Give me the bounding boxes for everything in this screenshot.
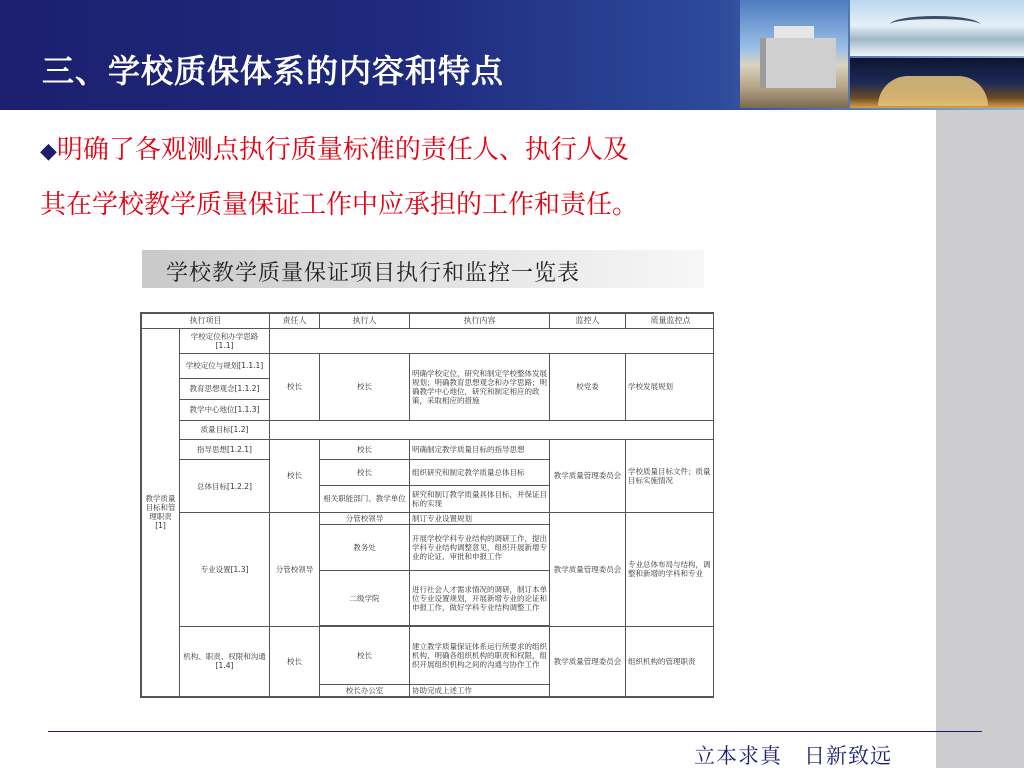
diamond-bullet-icon: ◆ <box>40 139 57 164</box>
table-cell: 机构、职责、权限和沟通[1.4] <box>180 626 270 696</box>
table-cell <box>270 328 715 353</box>
table-cell: 研究和制订教学质量具体目标，并保证目标的实现 <box>410 485 550 512</box>
footer-motto: 立本求真 日新致远 <box>694 744 892 768</box>
table-cell: 专业设置[1.3] <box>180 512 270 626</box>
table-cell: 总体目标[1.2.2] <box>180 460 270 512</box>
table-cell: 组织研究和制定教学质量总体目标 <box>410 460 550 485</box>
bullet-text-1: 明确了各观测点执行质量标准的责任人、执行人及 <box>56 135 629 165</box>
campus-photo-night <box>850 58 1024 108</box>
table-header-cell: 监控人 <box>550 314 626 329</box>
table-cell: 校党委 <box>550 353 626 420</box>
table-cell: 质量目标[1.2] <box>180 420 270 439</box>
table-cell: 制订专业设置规划 <box>410 512 550 525</box>
table-header-cell: 质量监控点 <box>626 314 715 329</box>
table-header-cell: 执行人 <box>320 314 410 329</box>
table-cell: 二级学院 <box>320 571 410 625</box>
table-title: 学校教学质量保证项目执行和监控一览表 <box>166 261 581 286</box>
table-cell: 教学质量管理委员会 <box>550 626 626 696</box>
bullet-line-2: 其在学校教学质量保证工作中应承担的工作和责任。 <box>40 190 639 220</box>
table-cell: 分管校领导 <box>320 512 410 525</box>
table-cell: 开展学校学科专业结构的调研工作，提出学科专业结构调整意见，组织开展新增专业的论证、审批和申报工作 <box>410 525 550 571</box>
table-cell: 明确学校定位，研究和制定学校整体发展规划；明确教育思想观念和办学思路；明确教学中心地位，研究和制定相应的政策，采取相应的措施 <box>410 353 550 420</box>
table-cell: 相关职能部门、教学单位 <box>320 485 410 512</box>
table-cell: 校长办公室 <box>320 685 410 697</box>
campus-photo-lake <box>850 0 1024 56</box>
table-cell: 校长 <box>270 626 320 696</box>
table-group-label: 教学质量目标和管理职责[1] <box>142 328 180 696</box>
table-cell <box>270 420 715 439</box>
table-cell: 校长 <box>270 353 320 420</box>
table-header-cell: 执行内容 <box>410 314 550 329</box>
table-cell: 学校发展规划 <box>626 353 715 420</box>
table-cell: 教学质量管理委员会 <box>550 512 626 626</box>
table-cell: 校长 <box>320 626 410 685</box>
table-cell: 教育思想观念[1.1.2] <box>180 378 270 399</box>
table-cell: 教学中心地位[1.1.3] <box>180 399 270 420</box>
table-cell: 教学质量管理委员会 <box>550 439 626 512</box>
table-cell: 校长 <box>320 353 410 420</box>
table-cell: 进行社会人才需求情况的调研，制订本单位专业设置规划，开展新增专业的论证和申报工作，做好学科专业结构调整工作 <box>410 571 550 625</box>
table-cell: 指导思想[1.2.1] <box>180 439 270 460</box>
footer-divider <box>48 731 982 732</box>
right-side-bar <box>936 110 1024 768</box>
table-cell: 校长 <box>320 439 410 460</box>
table-cell: 学校质量目标文件；质量目标实施情况 <box>626 439 715 512</box>
table-title-bar <box>142 250 704 288</box>
table-cell: 学校定位和办学思路[1.1] <box>180 328 270 353</box>
table-cell: 建立教学质量保证体系运行所要求的组织机构，明确各组织机构的职责和权限，组织开展组织机构之间的沟通与协作工作 <box>410 626 550 685</box>
slide-title: 三、学校质保体系的内容和特点 <box>42 52 505 90</box>
responsibility-table <box>140 312 714 698</box>
table-cell: 组织机构的管理职责 <box>626 626 715 696</box>
table-cell: 明确制定教学质量目标的指导思想 <box>410 439 550 460</box>
table-cell: 学校定位与规划[1.1.1] <box>180 353 270 378</box>
table-header-cell: 责任人 <box>270 314 320 329</box>
campus-photo-building <box>740 0 848 108</box>
table-cell: 分管校领导 <box>270 512 320 626</box>
table-header-cell: 执行项目 <box>142 314 270 329</box>
table-cell: 教务处 <box>320 525 410 571</box>
table-cell: 校长 <box>270 439 320 512</box>
table-cell: 校长 <box>320 460 410 485</box>
bullet-line-1 <box>40 135 629 167</box>
table-cell: 协助完成上述工作 <box>410 685 550 697</box>
table-cell: 专业总体布局与结构，调整和新增的学科和专业 <box>626 512 715 626</box>
header-banner <box>0 0 1024 110</box>
